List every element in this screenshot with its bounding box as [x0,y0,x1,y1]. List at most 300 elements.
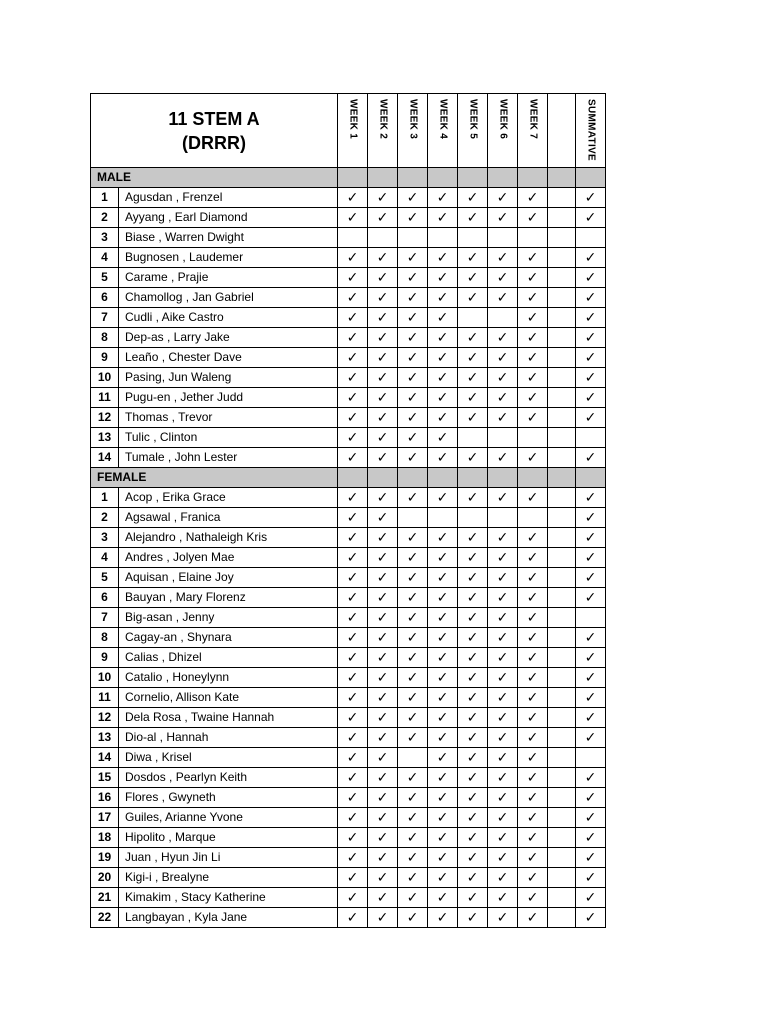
student-number: 5 [91,268,119,288]
check-cell [518,328,548,348]
student-number: 5 [91,568,119,588]
checkmark-icon: ✓ [436,829,449,845]
checkmark-icon: ✓ [406,889,419,905]
check-cell [548,668,576,688]
check-cell [428,668,458,688]
checkmark-icon: ✓ [406,829,419,845]
checkmark-icon: ✓ [496,389,509,405]
check-cell [548,848,576,868]
check-cell [428,688,458,708]
student-number: 4 [91,248,119,268]
checkmark-icon: ✓ [376,269,389,285]
column-header-week-6 [488,94,518,168]
check-cell [338,488,368,508]
checkmark-icon: ✓ [346,429,359,445]
check-cell [428,448,458,468]
section-header-cell [368,468,398,488]
student-name: Dela Rosa , Twaine Hannah [119,708,338,728]
check-cell [458,408,488,428]
checkmark-icon: ✓ [496,489,509,505]
check-cell [488,848,518,868]
checkmark-icon: ✓ [406,289,419,305]
check-cell [398,288,428,308]
check-cell [458,548,488,568]
checkmark-icon: ✓ [346,889,359,905]
checkmark-icon: ✓ [466,709,479,725]
check-cell [548,708,576,728]
check-cell [576,288,606,308]
student-number: 2 [91,208,119,228]
checkmark-icon: ✓ [376,309,389,325]
check-cell [488,288,518,308]
checkmark-icon: ✓ [376,289,389,305]
checkmark-icon: ✓ [526,549,539,565]
check-cell [338,888,368,908]
checkmark-icon: ✓ [436,849,449,865]
checkmark-icon: ✓ [346,869,359,885]
check-cell [576,428,606,448]
student-row [91,348,606,368]
student-number: 12 [91,708,119,728]
check-cell [518,288,548,308]
student-name: Bugnosen , Laudemer [119,248,338,268]
checkmark-icon: ✓ [466,889,479,905]
check-cell [518,608,548,628]
student-row [91,408,606,428]
checkmark-icon: ✓ [526,729,539,745]
check-cell [488,788,518,808]
check-cell [518,348,548,368]
check-cell [398,428,428,448]
check-cell [576,568,606,588]
checkmark-icon: ✓ [526,889,539,905]
checkmark-icon: ✓ [584,329,597,345]
checkmark-icon: ✓ [466,449,479,465]
check-cell [368,528,398,548]
check-cell [548,308,576,328]
check-cell [488,568,518,588]
checkmark-icon: ✓ [436,809,449,825]
student-number: 8 [91,628,119,648]
checkmark-icon: ✓ [436,609,449,625]
checkmark-icon: ✓ [526,629,539,645]
check-cell [428,488,458,508]
checkmark-icon: ✓ [436,589,449,605]
check-cell [488,588,518,608]
check-cell [518,208,548,228]
check-cell [548,408,576,428]
checkmark-icon: ✓ [496,729,509,745]
check-cell [338,808,368,828]
check-cell [548,588,576,608]
check-cell [576,788,606,808]
section-header-cell [488,168,518,188]
checkmark-icon: ✓ [526,809,539,825]
checkmark-icon: ✓ [496,749,509,765]
checkmark-icon: ✓ [584,369,597,385]
checkmark-icon: ✓ [436,209,449,225]
check-cell [458,188,488,208]
student-name: Catalio , Honeylynn [119,668,338,688]
checkmark-icon: ✓ [526,789,539,805]
check-cell [488,248,518,268]
checkmark-icon: ✓ [496,269,509,285]
checkmark-icon: ✓ [496,549,509,565]
checkmark-icon: ✓ [466,409,479,425]
student-row [91,328,606,348]
check-cell [428,888,458,908]
check-cell [488,608,518,628]
check-cell [488,448,518,468]
student-name: Cornelio, Allison Kate [119,688,338,708]
column-header-label: WEEK 6 [497,99,509,140]
checkmark-icon: ✓ [346,529,359,545]
check-cell [428,568,458,588]
section-header-cell [458,168,488,188]
checkmark-icon: ✓ [346,829,359,845]
check-cell [488,688,518,708]
checkmark-icon: ✓ [496,609,509,625]
check-cell [368,248,398,268]
checkmark-icon: ✓ [346,309,359,325]
check-cell [368,428,398,448]
checkmark-icon: ✓ [406,449,419,465]
checkmark-icon: ✓ [346,809,359,825]
checkmark-icon: ✓ [346,769,359,785]
check-cell [518,548,548,568]
student-number: 17 [91,808,119,828]
check-cell [518,628,548,648]
student-name: Ayyang , Earl Diamond [119,208,338,228]
checkmark-icon: ✓ [436,369,449,385]
checkmark-icon: ✓ [584,389,597,405]
checkmark-icon: ✓ [406,649,419,665]
check-cell [338,508,368,528]
section-label: MALE [91,168,338,188]
checkmark-icon: ✓ [466,869,479,885]
checkmark-icon: ✓ [346,629,359,645]
check-cell [458,508,488,528]
check-cell [488,508,518,528]
check-cell [548,648,576,668]
checkmark-icon: ✓ [584,269,597,285]
check-cell [488,408,518,428]
checkmark-icon: ✓ [584,909,597,925]
check-cell [488,548,518,568]
checkmark-icon: ✓ [584,829,597,845]
check-cell [548,888,576,908]
check-cell [428,848,458,868]
student-number: 2 [91,508,119,528]
checkmark-icon: ✓ [376,509,389,525]
checkmark-icon: ✓ [526,529,539,545]
check-cell [338,448,368,468]
checkmark-icon: ✓ [584,189,597,205]
checkmark-icon: ✓ [496,689,509,705]
student-row [91,848,606,868]
checkmark-icon: ✓ [346,549,359,565]
checkmark-icon: ✓ [584,769,597,785]
check-cell [368,188,398,208]
check-cell [458,668,488,688]
checkmark-icon: ✓ [436,489,449,505]
check-cell [338,648,368,668]
check-cell [576,848,606,868]
checkmark-icon: ✓ [406,249,419,265]
checkmark-icon: ✓ [376,909,389,925]
check-cell [338,288,368,308]
check-cell [428,208,458,228]
check-cell [458,728,488,748]
student-row [91,228,606,248]
check-cell [398,628,428,648]
student-name: Kigi-i , Brealyne [119,868,338,888]
check-cell [368,568,398,588]
check-cell [458,288,488,308]
student-row [91,748,606,768]
check-cell [518,248,548,268]
check-cell [428,728,458,748]
checkmark-icon: ✓ [436,409,449,425]
check-cell [458,768,488,788]
checkmark-icon: ✓ [496,529,509,545]
checkmark-icon: ✓ [346,269,359,285]
checkmark-icon: ✓ [376,329,389,345]
student-row [91,568,606,588]
checkmark-icon: ✓ [466,649,479,665]
check-cell [458,788,488,808]
check-cell [398,548,428,568]
checkmark-icon: ✓ [526,449,539,465]
check-cell [368,908,398,928]
checkmark-icon: ✓ [346,789,359,805]
checkmark-icon: ✓ [496,329,509,345]
check-cell [428,428,458,448]
checkmark-icon: ✓ [346,709,359,725]
checkmark-icon: ✓ [376,529,389,545]
check-cell [398,648,428,668]
checkmark-icon: ✓ [496,369,509,385]
check-cell [548,508,576,528]
check-cell [368,488,398,508]
check-cell [338,568,368,588]
checkmark-icon: ✓ [436,289,449,305]
student-row [91,268,606,288]
column-header-label: WEEK 7 [527,99,539,140]
checkmark-icon: ✓ [584,809,597,825]
checkmark-icon: ✓ [376,489,389,505]
check-cell [338,368,368,388]
checkmark-icon: ✓ [376,569,389,585]
student-row [91,208,606,228]
student-number: 14 [91,748,119,768]
checkmark-icon: ✓ [526,569,539,585]
check-cell [368,748,398,768]
section-header-cell [576,168,606,188]
student-number: 9 [91,348,119,368]
check-cell [458,888,488,908]
check-cell [548,688,576,708]
student-name: Alejandro , Nathaleigh Kris [119,528,338,548]
check-cell [576,648,606,668]
check-cell [338,548,368,568]
check-cell [428,908,458,928]
check-cell [338,528,368,548]
checkmark-icon: ✓ [436,189,449,205]
check-cell [576,628,606,648]
student-row [91,888,606,908]
checkmark-icon: ✓ [436,649,449,665]
checkmark-icon: ✓ [466,289,479,305]
check-cell [428,368,458,388]
student-number: 11 [91,388,119,408]
check-cell [398,568,428,588]
checkmark-icon: ✓ [496,829,509,845]
student-row [91,828,606,848]
check-cell [518,488,548,508]
check-cell [458,308,488,328]
student-name: Pasing, Jun Waleng [119,368,338,388]
check-cell [398,508,428,528]
student-name: Diwa , Krisel [119,748,338,768]
checkmark-icon: ✓ [346,289,359,305]
section-header-row [91,168,606,188]
student-row [91,608,606,628]
check-cell [428,628,458,648]
checkmark-icon: ✓ [466,829,479,845]
checkmark-icon: ✓ [436,249,449,265]
check-cell [398,388,428,408]
check-cell [518,688,548,708]
check-cell [518,228,548,248]
checkmark-icon: ✓ [466,629,479,645]
check-cell [368,808,398,828]
section-header-cell [548,168,576,188]
checkmark-icon: ✓ [496,809,509,825]
student-number: 10 [91,368,119,388]
check-cell [458,528,488,548]
checkmark-icon: ✓ [346,569,359,585]
checkmark-icon: ✓ [376,649,389,665]
section-header-cell [428,168,458,188]
checkmark-icon: ✓ [584,789,597,805]
student-name: Calias , Dhizel [119,648,338,668]
checkmark-icon: ✓ [406,429,419,445]
checkmark-icon: ✓ [346,349,359,365]
checkmark-icon: ✓ [406,669,419,685]
checkmark-icon: ✓ [406,729,419,745]
check-cell [428,408,458,428]
check-cell [518,648,548,668]
student-name: Biase , Warren Dwight [119,228,338,248]
check-cell [576,408,606,428]
check-cell [576,528,606,548]
check-cell [488,188,518,208]
checkmark-icon: ✓ [526,589,539,605]
checkmark-icon: ✓ [466,729,479,745]
check-cell [368,588,398,608]
checkmark-icon: ✓ [584,409,597,425]
student-name: Dep-as , Larry Jake [119,328,338,348]
student-name: Acop , Erika Grace [119,488,338,508]
checkmark-icon: ✓ [376,349,389,365]
student-row [91,648,606,668]
check-cell [428,348,458,368]
check-cell [398,188,428,208]
check-cell [368,268,398,288]
checkmark-icon: ✓ [466,249,479,265]
student-name: Agsawal , Franica [119,508,338,528]
check-cell [518,808,548,828]
student-number: 16 [91,788,119,808]
check-cell [458,628,488,648]
checkmark-icon: ✓ [466,569,479,585]
check-cell [518,588,548,608]
check-cell [518,768,548,788]
check-cell [548,428,576,448]
check-cell [518,908,548,928]
checkmark-icon: ✓ [466,789,479,805]
check-cell [548,368,576,388]
section-header-cell [428,468,458,488]
check-cell [368,228,398,248]
checkmark-icon: ✓ [496,709,509,725]
checkmark-icon: ✓ [584,249,597,265]
check-cell [428,268,458,288]
header-row [91,94,606,168]
student-number: 4 [91,548,119,568]
check-cell [576,248,606,268]
check-cell [488,208,518,228]
student-name: Hipolito , Marque [119,828,338,848]
check-cell [576,688,606,708]
check-cell [398,748,428,768]
column-header-label: WEEK 4 [437,99,449,140]
column-header-label: WEEK 3 [407,99,419,140]
check-cell [576,348,606,368]
check-cell [368,408,398,428]
section-header-cell [398,168,428,188]
check-cell [548,608,576,628]
check-cell [458,748,488,768]
student-name: Thomas , Trevor [119,408,338,428]
check-cell [368,208,398,228]
checkmark-icon: ✓ [584,849,597,865]
check-cell [548,808,576,828]
check-cell [458,708,488,728]
checkmark-icon: ✓ [406,689,419,705]
check-cell [368,548,398,568]
check-cell [576,548,606,568]
checkmark-icon: ✓ [406,329,419,345]
student-number: 7 [91,308,119,328]
check-cell [576,488,606,508]
student-number: 1 [91,488,119,508]
student-number: 18 [91,828,119,848]
checkmark-icon: ✓ [376,409,389,425]
check-cell [398,348,428,368]
check-cell [458,488,488,508]
checkmark-icon: ✓ [406,569,419,585]
check-cell [518,408,548,428]
check-cell [428,508,458,528]
check-cell [428,648,458,668]
check-cell [338,208,368,228]
checkmark-icon: ✓ [406,629,419,645]
checkmark-icon: ✓ [376,729,389,745]
checkmark-icon: ✓ [436,349,449,365]
checkmark-icon: ✓ [584,869,597,885]
